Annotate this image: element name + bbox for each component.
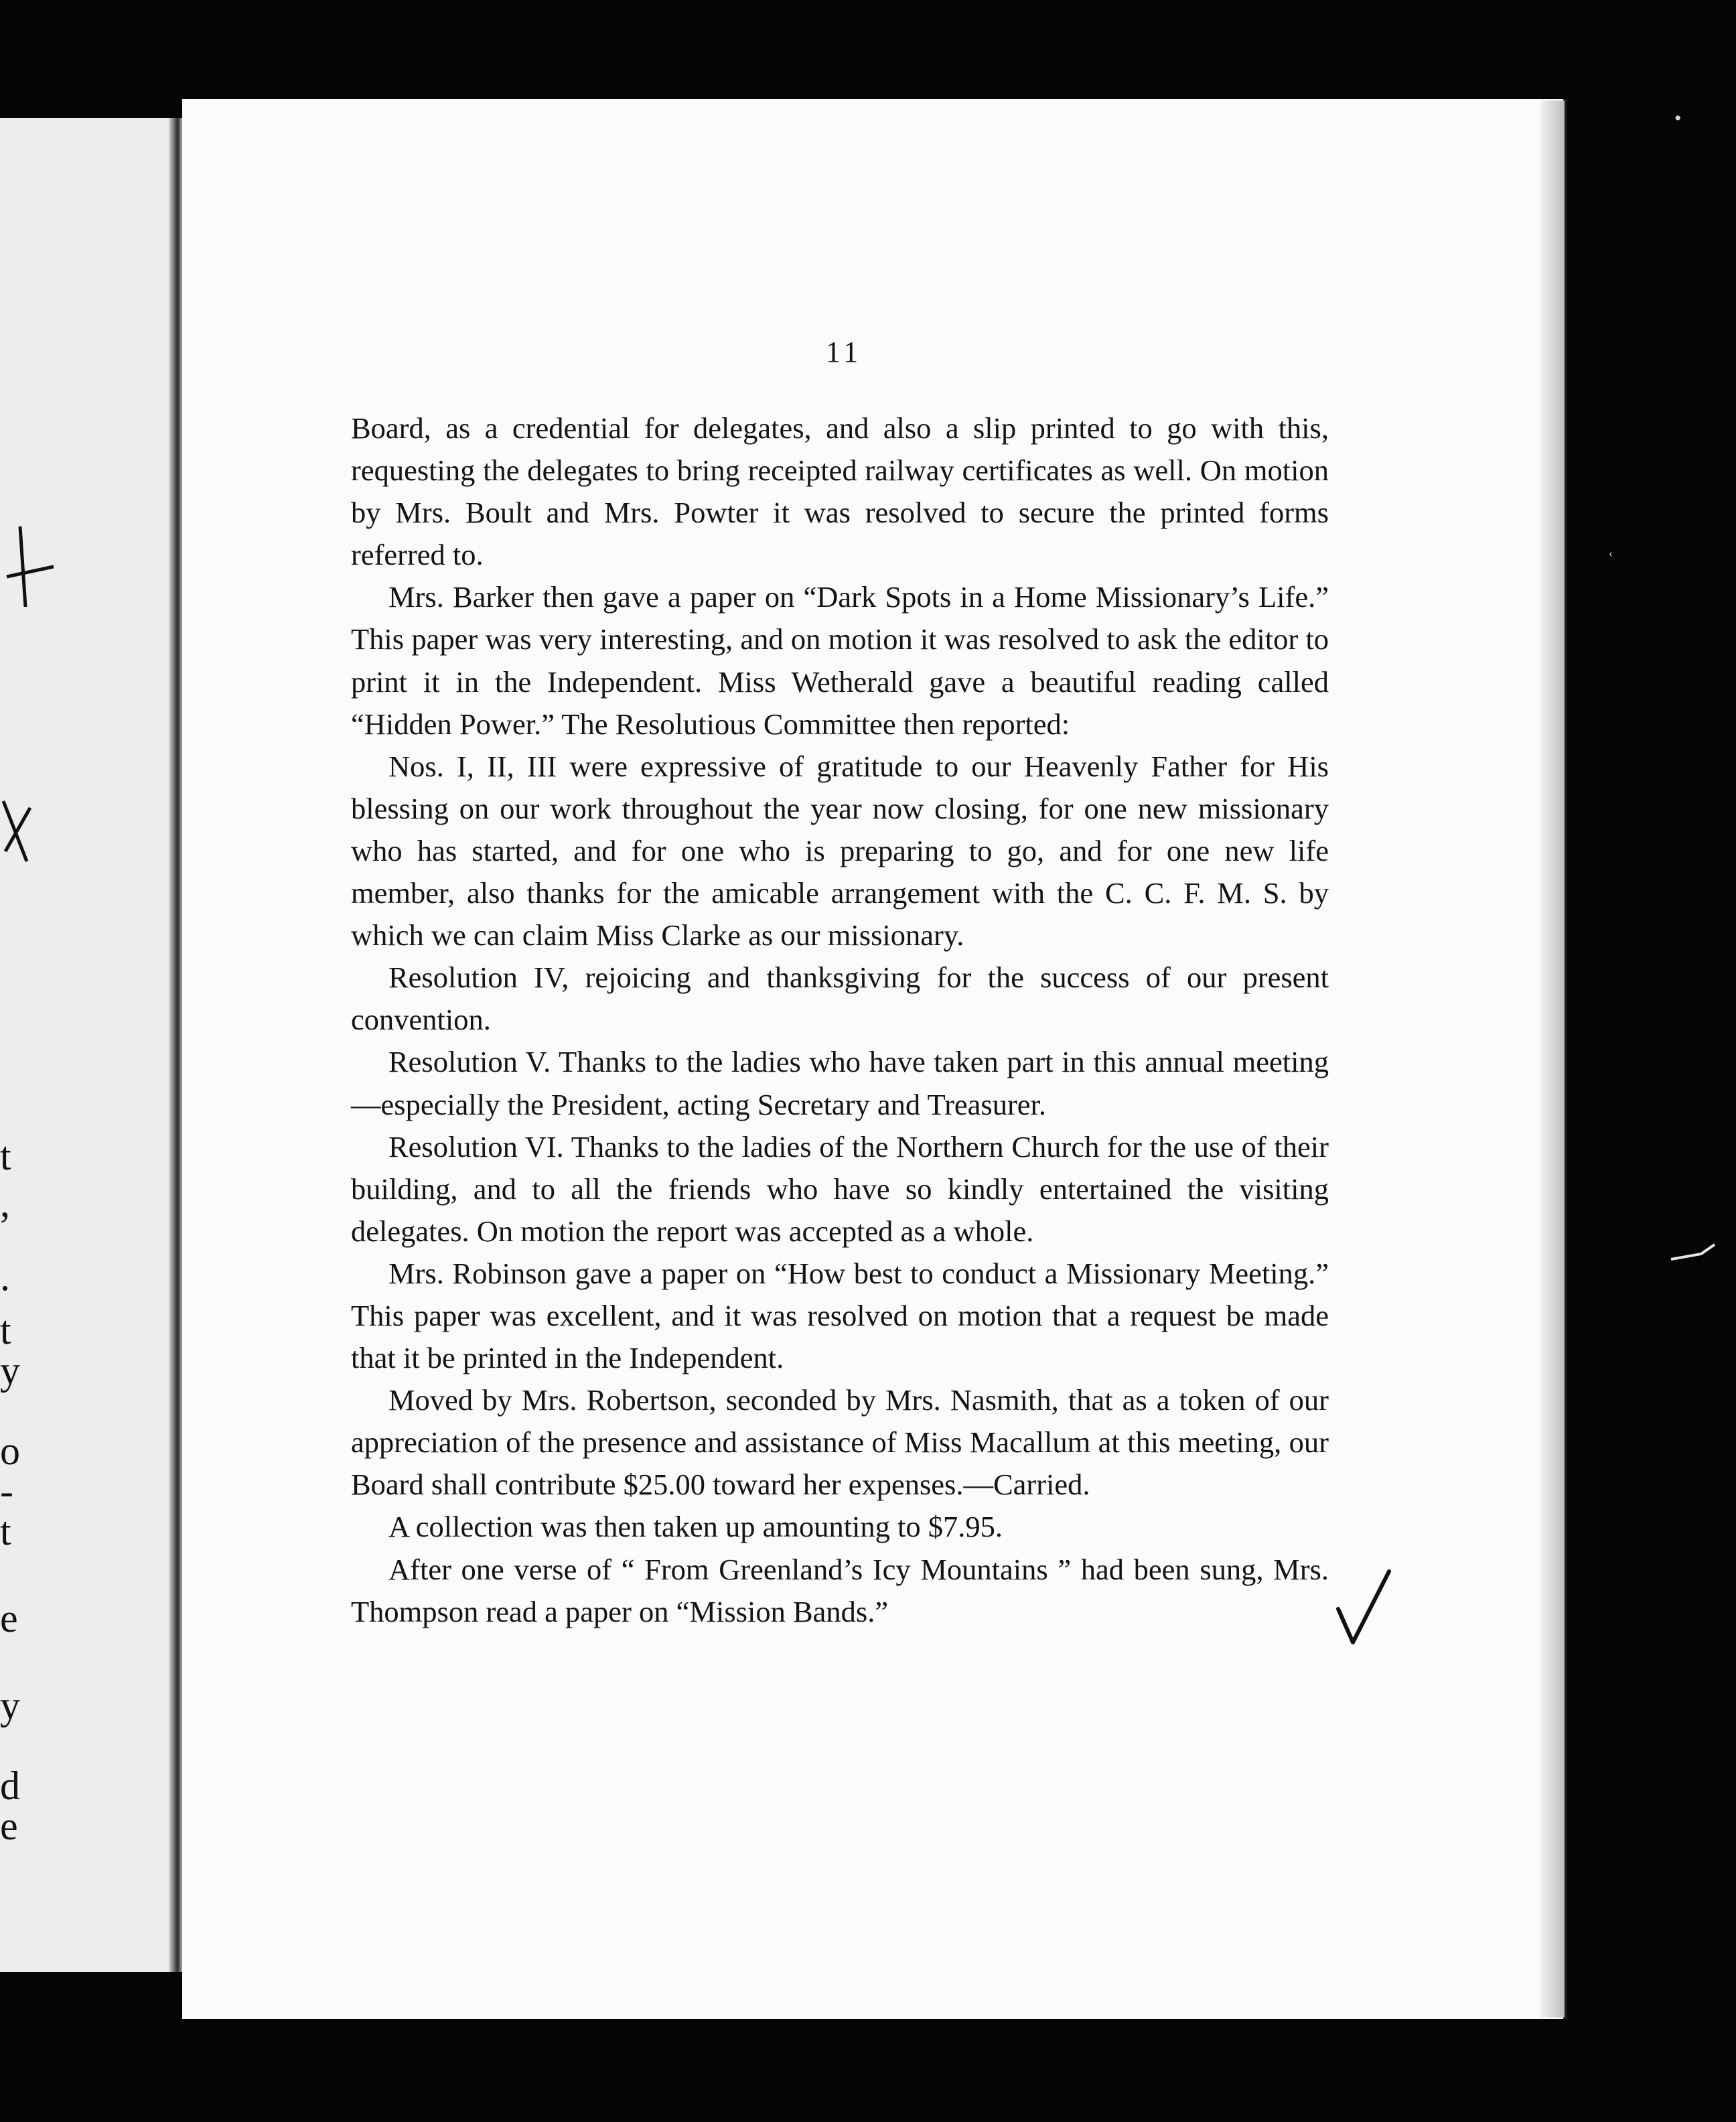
cross-mark-icon xyxy=(0,520,60,614)
paragraph: Resolution V. Thanks to the ladies who have taken part in this annual meeting—especially the President, acting Secretary and Treasurer. xyxy=(351,1045,1329,1121)
paragraph: Nos. I, II, III were expressive of gratitude to our Heavenly Father for His blessing on our work throughout the year now closing, for one new missionary who has started, and for one who is preparing to go, and for one new life member, also thanks for the amicable arrangement with the C. C. F. M. S. by which we can claim Miss Clarke as our missionary. xyxy=(351,749,1329,952)
left-page-fragment: y xyxy=(0,1348,20,1393)
left-page-fragment: d xyxy=(0,1764,20,1808)
paragraph: Mrs. Robinson gave a paper on “How best to conduct a Missionary Meeting.” This paper was excellent, and it was resolved on motion that a request be made that it be printed in the Independent. xyxy=(351,1256,1329,1375)
page-number: 11 xyxy=(825,336,863,368)
paragraph: A collection was then taken up amounting to $7.95. xyxy=(388,1510,1003,1544)
paragraph: Moved by Mrs. Robertson, seconded by Mrs. Nasmith, that as a token of our appreciation of the presence and assistance of Miss Macallum at this meeting, our Board shall contribute $25.00 toward her expenses.—Carried. xyxy=(351,1383,1329,1502)
paragraph: Board, as a credential for delegates, and also a slip printed to go with this, requesting the delegates to bring receipted railway certificates as well. On motion by Mrs. Boult and Mrs. Powter it was resolved to secure the printed forms referred to. xyxy=(351,411,1329,572)
left-page-fragment: t xyxy=(0,1134,11,1178)
paragraph: Resolution VI. Thanks to the ladies of the Northern Church for the use of their building, and to all the friends who have so kindly entertained the visiting delegates. On motion the report was accepted as a whole. xyxy=(351,1129,1329,1248)
left-page-fragment: . xyxy=(0,1255,10,1299)
speck-icon: ʿ xyxy=(1607,549,1614,571)
left-page-fragment: - xyxy=(0,1469,13,1513)
left-page-fragment: t xyxy=(0,1308,11,1352)
left-page-fragment: t xyxy=(0,1509,11,1553)
paragraph: Resolution IV, rejoicing and thanksgiving for the success of our present convention. xyxy=(351,961,1329,1037)
left-page-fragment: o xyxy=(0,1429,20,1473)
speck-icon: • xyxy=(1674,107,1682,129)
body-text xyxy=(351,407,1329,1633)
left-page-fragment: , xyxy=(0,1181,10,1225)
paragraph: Mrs. Barker then gave a paper on “Dark Spots in a Home Missionary’s Life.” This paper was very interesting, and on motion it was resolved to ask the editor to print it in the Independent. Miss Wetherald gave a beautiful reading called “Hidden Power.” The Resolutious Committee then reported: xyxy=(351,580,1329,741)
left-page-fragment: e xyxy=(0,1804,18,1848)
margin-tick-icon xyxy=(1668,1239,1721,1266)
left-page-fragment: y xyxy=(0,1683,20,1727)
left-page-fragment: e xyxy=(0,1596,18,1640)
x-mark-icon xyxy=(0,788,40,875)
paragraph: After one verse of “ From Greenland’s Icy Mountains ” had been sung, Mrs. Thompson read a paper on “Mission Bands.” xyxy=(351,1552,1329,1628)
left-page xyxy=(0,118,174,1972)
handwritten-check-icon xyxy=(1333,1567,1393,1654)
page-edge-shadow xyxy=(1540,100,1565,2018)
book-gutter xyxy=(169,118,184,1972)
